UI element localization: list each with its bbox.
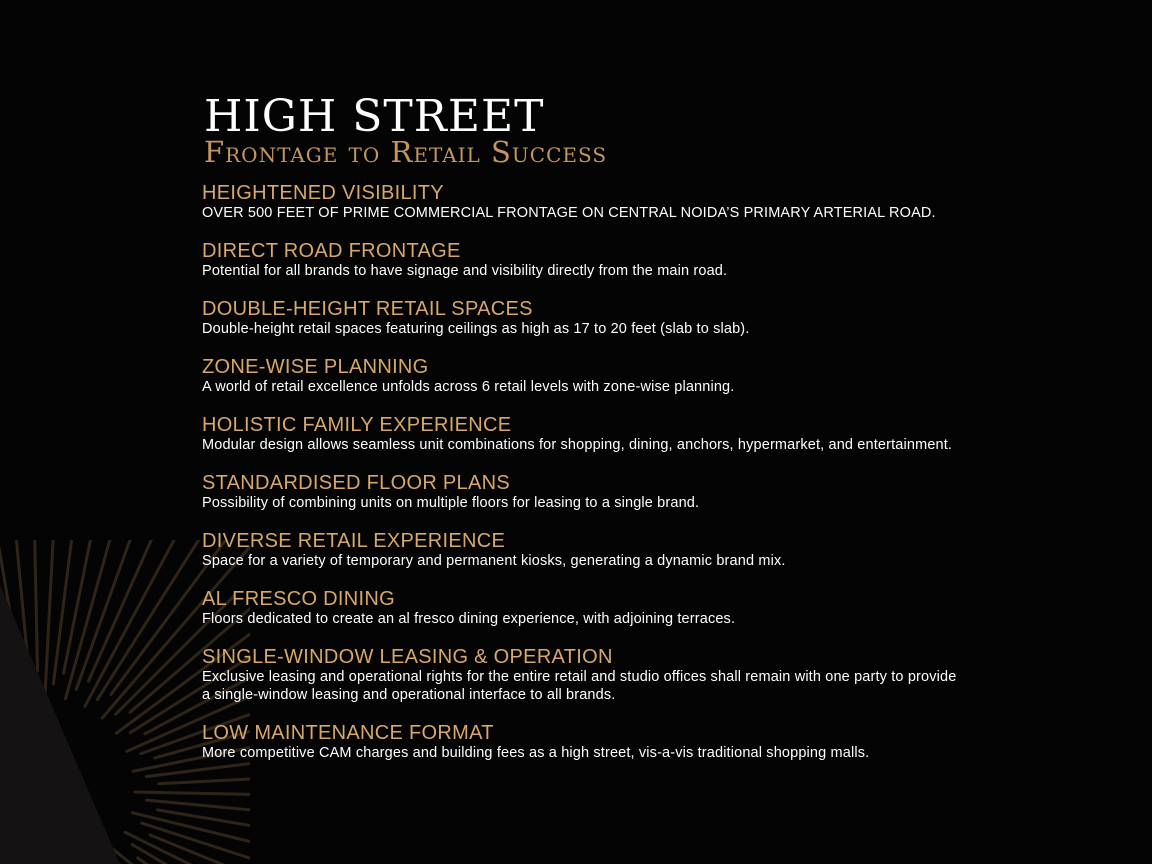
feature-description: Possibility of combining units on multiple floors for leasing to a single brand.: [202, 495, 700, 511]
feature-description: OVER 500 FEET OF PRIME COMMERCIAL FRONTAGE ON CENTRAL NOIDA’S PRIMARY ARTERIAL ROAD.: [202, 205, 936, 221]
sunburst-ray: [33, 467, 37, 671]
sunburst-ray: [53, 505, 76, 684]
feature-heading: SINGLE-WINDOW LEASING & OPERATION: [202, 646, 613, 668]
sunburst-ray: [142, 823, 302, 864]
sunburst-ray: [85, 537, 176, 706]
feature-description: Floors dedicated to create an al fresco dining experience, with adjoining terraces.: [202, 611, 736, 627]
feature-item: [202, 588, 962, 628]
sunburst-ray: [150, 835, 306, 864]
feature-item: [202, 182, 962, 222]
feature-heading: LOW MAINTENANCE FORMAT: [202, 722, 494, 744]
feature-description: Double-height retail spaces featuring ceilings as high as 17 to 20 feet (slab to slab).: [202, 321, 750, 337]
feature-item: [202, 298, 962, 338]
feature-heading: DIRECT ROAD FRONTAGE: [202, 240, 461, 262]
sunburst-ray: [45, 515, 54, 695]
feature-heading: AL FRESCO DINING: [202, 588, 395, 610]
feature-heading: ZONE-WISE PLANNING: [202, 356, 429, 378]
sunburst-ray: [88, 539, 151, 682]
feature-description: Potential for all brands to have signage and visibility directly from the main road.: [202, 263, 728, 279]
feature-item: [202, 530, 962, 570]
sunburst-ray: [97, 538, 200, 700]
main-content: [202, 92, 962, 780]
feature-item: [202, 240, 962, 280]
feature-item: [202, 414, 962, 454]
feature-description: More competitive CAM charges and building fees as a high street, vis-a-vis traditional shopping malls.: [202, 745, 870, 761]
feature-list: [202, 182, 962, 762]
feature-item: [202, 722, 962, 762]
feature-item: [202, 646, 962, 704]
page-subtitle: Frontage to Retail Success: [204, 135, 608, 169]
page-title: HIGH STREET: [204, 91, 545, 142]
sunburst-ray: [135, 792, 327, 796]
sunburst-ray: [147, 800, 338, 818]
feature-heading: DIVERSE RETAIL EXPERIENCE: [202, 530, 506, 552]
feature-description: Modular design allows seamless unit combinations for shopping, dining, anchors, hypermarket, and entertainment.: [202, 437, 953, 453]
feature-heading: HEIGHTENED VISIBILITY: [202, 182, 444, 204]
feature-description: A world of retail excellence unfolds across 6 retail levels with zone-wise planning.: [202, 379, 735, 395]
feature-heading: STANDARDISED FLOOR PLANS: [202, 472, 511, 494]
feature-heading: HOLISTIC FAMILY EXPERIENCE: [202, 414, 512, 436]
feature-description: Space for a variety of temporary and permanent kiosks, generating a dynamic brand mix.: [202, 553, 786, 569]
feature-description: Exclusive leasing and operational rights for the entire retail and studio offices shall remain with one party to provide a single-window leasing and operational interface to all brands.: [202, 669, 957, 703]
feature-heading: DOUBLE-HEIGHT RETAIL SPACES: [202, 298, 533, 320]
feature-item: [202, 356, 962, 396]
feature-item: [202, 472, 962, 512]
